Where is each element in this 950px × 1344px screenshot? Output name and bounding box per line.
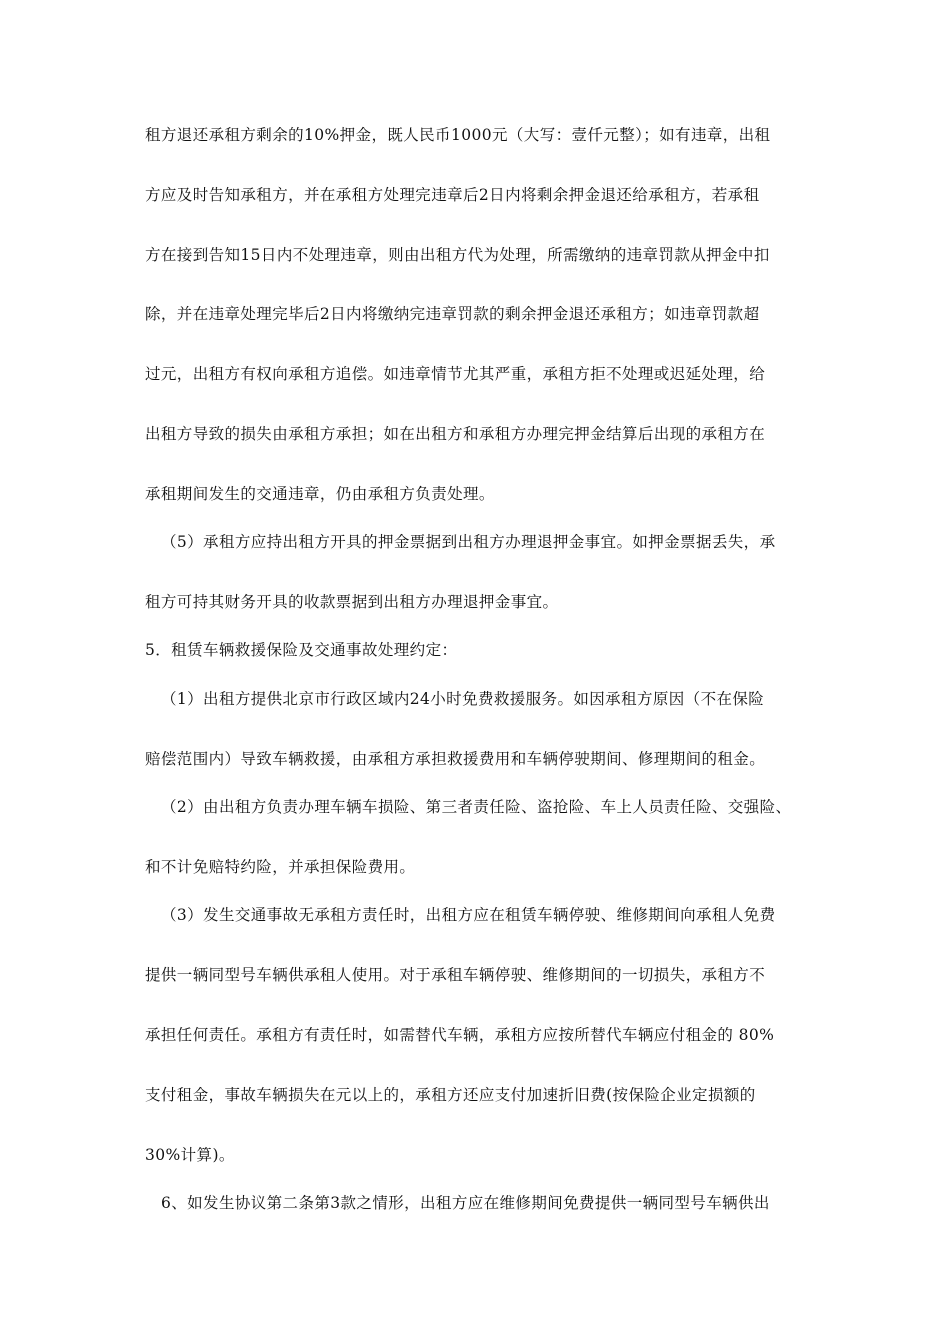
text-line-8: （5）承租方应持出租方开具的押金票据到出租方办理退押金事宜。如押金票据丢失，承 bbox=[161, 533, 776, 551]
text-line-7: 承租期间发生的交通违章，仍由承租方负责处理。 bbox=[145, 485, 495, 503]
text-line-6: 出租方导致的损失由承租方承担；如在出租方和承租方办理完押金结算后出现的承租方在 bbox=[145, 425, 766, 443]
text-line-16: 提供一辆同型号车辆供承租人使用。对于承租车辆停驶、维修期间的一切损失，承租方不 bbox=[145, 966, 766, 984]
text-line-15: （3）发生交通事故无承租方责任时，出租方应在租赁车辆停驶、维修期间向承租人免费 bbox=[161, 906, 776, 924]
text-line-12: 赔偿范围内）导致车辆救援，由承租方承担救援费用和车辆停驶期间、修理期间的租金。 bbox=[145, 750, 766, 768]
text-line-14: 和不计免赔特约险，并承担保险费用。 bbox=[145, 858, 416, 876]
text-line-5: 过元，出租方有权向承租方追偿。如违章情节尤其严重，承租方拒不处理或迟延处理，给 bbox=[145, 365, 766, 383]
text-line-19: 30%计算)。 bbox=[145, 1146, 235, 1164]
text-line-4: 除，并在违章处理完毕后2日内将缴纳完违章罚款的剩余押金退还承租方；如违章罚款超 bbox=[145, 305, 760, 323]
text-line-13: （2）由出租方负责办理车辆车损险、第三者责任险、盗抢险、车上人员责任险、交强险、 bbox=[161, 798, 792, 816]
text-line-1: 租方退还承租方剩余的10%押金，既人民币1000元（大写：壹仟元整）；如有违章，出租 bbox=[145, 126, 771, 144]
text-line-11: （1）出租方提供北京市行政区域内24小时免费救援服务。如因承租方原因（不在保险 bbox=[161, 690, 765, 708]
text-line-17: 承担任何责任。承租方有责任时，如需替代车辆，承租方应按所替代车辆应付租金的 80% bbox=[145, 1026, 775, 1044]
text-line-2: 方应及时告知承租方，并在承租方处理完违章后2日内将剩余押金退还给承租方，若承租 bbox=[145, 186, 760, 204]
text-line-20: 6、如发生协议第二条第3款之情形，出租方应在维修期间免费提供一辆同型号车辆供出 bbox=[161, 1194, 770, 1212]
text-line-18: 支付租金，事故车辆损失在元以上的，承租方还应支付加速折旧费(按保险企业定损额的 bbox=[145, 1086, 756, 1104]
text-line-3: 方在接到告知15日内不处理违章，则由出租方代为处理，所需缴纳的违章罚款从押金中扣 bbox=[145, 246, 770, 264]
section-heading-5: 5．租赁车辆救援保险及交通事故处理约定： bbox=[145, 641, 458, 659]
text-line-9: 租方可持其财务开具的收款票据到出租方办理退押金事宜。 bbox=[145, 593, 559, 611]
